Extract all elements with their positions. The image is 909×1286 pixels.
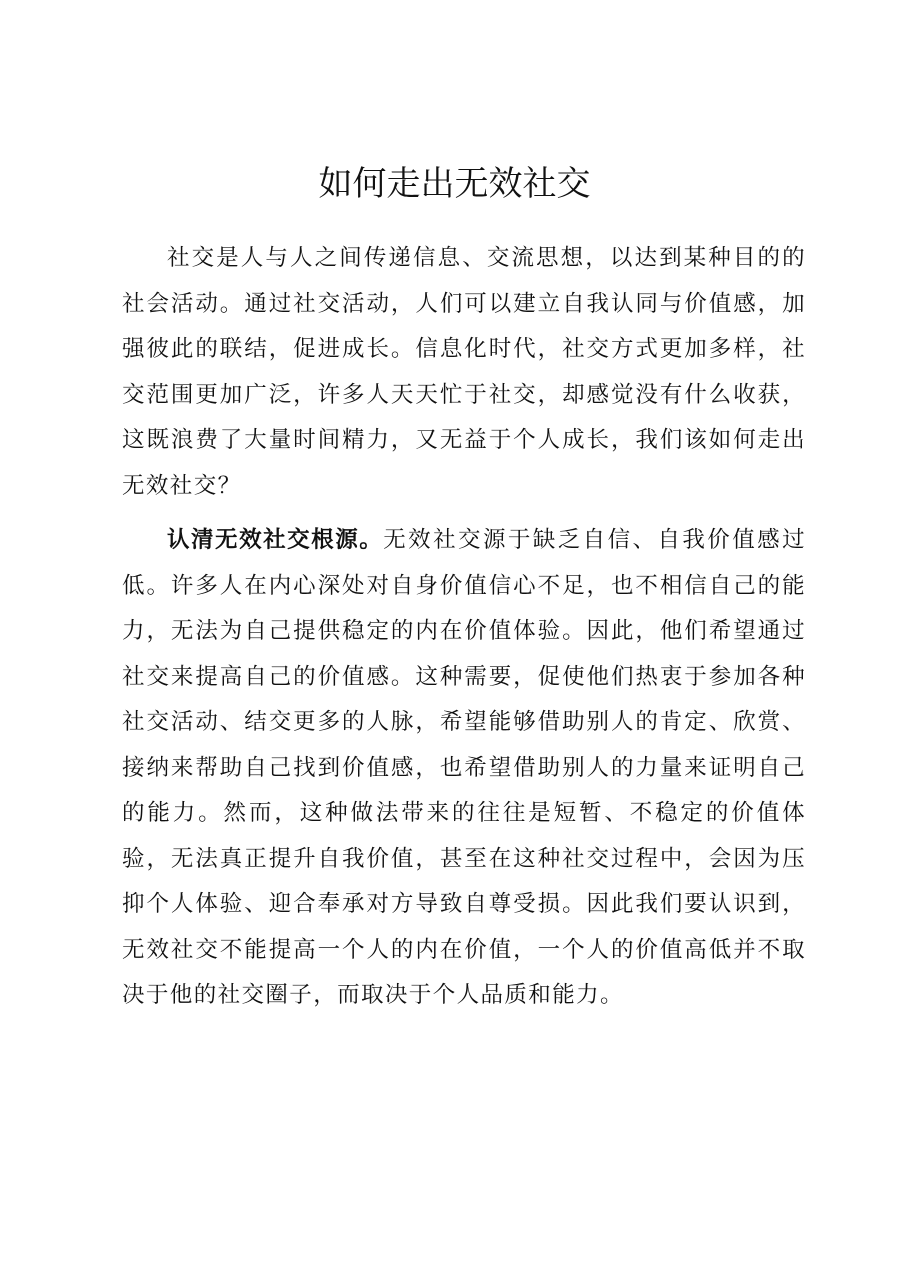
paragraph-intro-text: 社交是人与人之间传递信息、交流思想，以达到某种目的的社会活动。通过社交活动，人们可以建立自我认同与价值感，加强彼此的联结，促进成长。信息化时代，社交方式更加多样，社交范围更加广泛，许多人天天忙于社交，却感觉没有什么收获，这既浪费了大量时间精力，又无益于个人成长，我们该如何走出无效社交？	[122, 245, 806, 499]
paragraph-intro	[122, 236, 806, 509]
paragraph-root-cause	[122, 518, 806, 1019]
paragraph-root-cause-text: 无效社交源于缺乏自信、自我价值感过低。许多人在内心深处对自身价值信心不足，也不相信自己的能力，无法为自己提供稳定的内在价值体验。因此，他们希望通过社交来提高自己的价值感。这种需要，促使他们热衷于参加各种社交活动、结交更多的人脉，希望能够借助别人的肯定、欣赏、接纳来帮助自己找到价值感，也希望借助别人的力量来证明自己的能力。然而，这种做法带来的往往是短暂、不稳定的价值体验，无法真正提升自我价值，甚至在这种社交过程中，会因为压抑个人体验、迎合奉承对方导致自尊受损。因此我们要认识到，无效社交不能提高一个人的内在价值，一个人的价值高低并不取决于他的社交圈子，而取决于个人品质和能力。	[122, 527, 806, 1008]
document-title: 如何走出无效社交	[318, 164, 591, 204]
paragraph-root-cause-heading: 认清无效社交根源。	[167, 527, 384, 553]
